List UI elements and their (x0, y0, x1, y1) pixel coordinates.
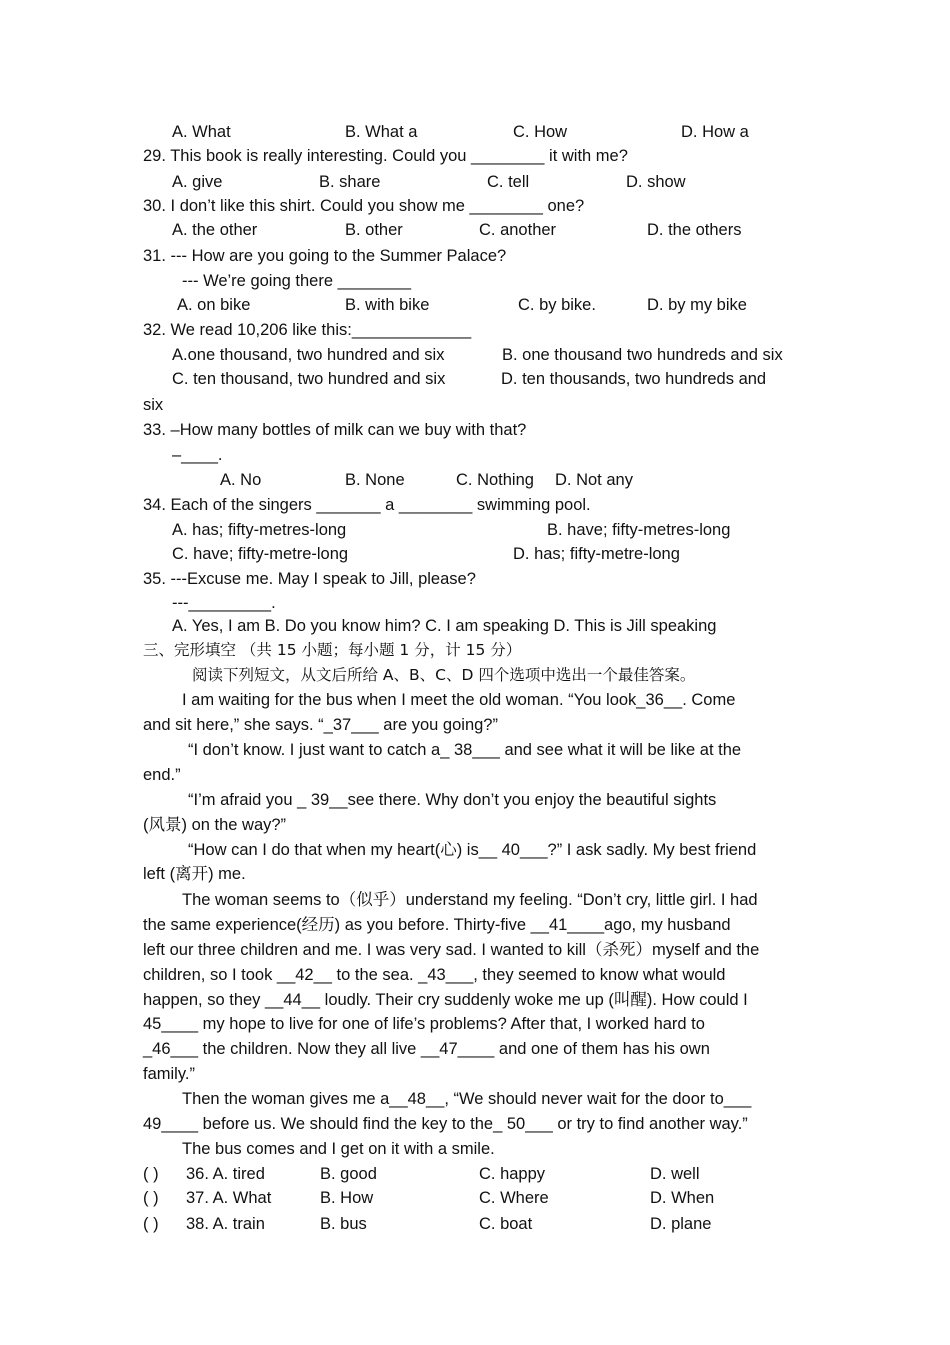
q33-option-c: C. Nothing (456, 471, 534, 489)
answer-paren: ( ) (143, 1215, 159, 1233)
q30-option-b: B. other (345, 221, 403, 239)
passage-line: “I don’t know. I just want to catch a_ 38___ and see what it will be like at the (188, 741, 742, 759)
answer-option-d: D. plane (650, 1215, 712, 1233)
q30-stem: 30. I don’t like this shirt. Could you show me ________ one? (143, 197, 585, 215)
answer-option-b: B. bus (320, 1215, 367, 1233)
passage-line: “I’m afraid you _ 39__see there. Why don’t you enjoy the beautiful sights (188, 791, 717, 809)
q30-option-c: C. another (479, 221, 557, 239)
passage-line: The bus comes and I get on it with a smile. (182, 1140, 495, 1158)
q31-option-b: B. with bike (345, 296, 430, 314)
q32-option-d-cont: six (143, 396, 164, 414)
q29-option-c: C. tell (487, 173, 530, 191)
q35-stem: 35. ---Excuse me. May I speak to Jill, please? (143, 570, 476, 588)
q34-option-a: A. has; fifty-metres-long (172, 521, 347, 539)
q33-response: –____. (172, 446, 223, 464)
passage-line: happen, so they __44__ loudly. Their cry suddenly woke me up (叫醒). How could I (143, 991, 748, 1009)
q33-option-a: A. No (220, 471, 262, 489)
answer-option-b: B. How (320, 1189, 374, 1207)
q34-option-d: D. has; fifty-metre-long (513, 545, 680, 563)
q28-option-b: B. What a (345, 123, 418, 141)
q34-stem: 34. Each of the singers _______ a ________ swimming pool. (143, 496, 591, 514)
q34-option-b: B. have; fifty-metres-long (547, 521, 731, 539)
passage-line: end.” (143, 766, 181, 784)
q32-option-c: C. ten thousand, two hundred and six (172, 370, 446, 388)
q30-option-d: D. the others (647, 221, 742, 239)
q31-option-a: A. on bike (177, 296, 251, 314)
q32-stem: 32. We read 10,206 like this:_____________ (143, 321, 472, 339)
q29-option-d: D. show (626, 173, 686, 191)
section-instruction: 阅读下列短文，从文后所给 A、B、C、D 四个选项中选出一个最佳答案。 (192, 666, 696, 684)
q35-response: ---_________. (172, 594, 276, 612)
answer-option-a: 36. A. tired (186, 1165, 265, 1183)
answer-paren: ( ) (143, 1189, 159, 1207)
q33-option-d: D. Not any (555, 471, 633, 489)
passage-line: children, so I took __42__ to the sea. _43___, they seemed to know what would (143, 966, 726, 984)
q29-stem: 29. This book is really interesting. Could you ________ it with me? (143, 147, 628, 165)
q33-stem: 33. –How many bottles of milk can we buy with that? (143, 421, 527, 439)
passage-line: I am waiting for the bus when I meet the old woman. “You look_36__. Come (182, 691, 736, 709)
answer-option-c: C. Where (479, 1189, 549, 1207)
answer-option-c: C. happy (479, 1165, 546, 1183)
answer-option-a: 38. A. train (186, 1215, 265, 1233)
q28-option-c: C. How (513, 123, 568, 141)
q33-option-b: B. None (345, 471, 405, 489)
q29-option-b: B. share (319, 173, 381, 191)
passage-line: _46___ the children. Now they all live __47____ and one of them has his own (143, 1040, 710, 1058)
q29-option-a: A. give (172, 173, 223, 191)
passage-line: left our three children and me. I was very sad. I wanted to kill（杀死）myself and the (143, 941, 760, 959)
q35-options: A. Yes, I am B. Do you know him? C. I am speaking D. This is Jill speaking (172, 617, 717, 635)
q30-option-a: A. the other (172, 221, 258, 239)
answer-option-b: B. good (320, 1165, 377, 1183)
answer-option-d: D. well (650, 1165, 700, 1183)
q31-response: --- We’re going there ________ (182, 272, 412, 290)
q28-option-a: A. What (172, 123, 231, 141)
q31-option-d: D. by my bike (647, 296, 747, 314)
passage-line: 49____ before us. We should find the key to the_ 50___ or try to find another way.” (143, 1115, 748, 1133)
answer-option-c: C. boat (479, 1215, 533, 1233)
passage-line: 45____ my hope to live for one of life’s problems? After that, I worked hard to (143, 1015, 705, 1033)
q32-option-a: A.one thousand, two hundred and six (172, 346, 445, 364)
passage-line: The woman seems to（似乎）understand my feeling. “Don’t cry, little girl. I had (182, 891, 758, 909)
passage-line: and sit here,” she says. “_37___ are you going?” (143, 716, 498, 734)
passage-line: family.” (143, 1065, 195, 1083)
passage-line: Then the woman gives me a__48__, “We should never wait for the door to___ (182, 1090, 752, 1108)
section-title: 三、完形填空 （共 15 小题；每小题 1 分，计 15 分） (143, 641, 522, 659)
answer-option-a: 37. A. What (186, 1189, 272, 1207)
q28-option-d: D. How a (681, 123, 749, 141)
passage-line: “How can I do that when my heart(心) is__ 40___?” I ask sadly. My best friend (188, 841, 757, 859)
passage-line: (风景) on the way?” (143, 816, 287, 834)
q34-option-c: C. have; fifty-metre-long (172, 545, 349, 563)
answer-option-d: D. When (650, 1189, 715, 1207)
q32-option-d: D. ten thousands, two hundreds and (501, 370, 767, 388)
q31-stem: 31. --- How are you going to the Summer Palace? (143, 247, 507, 265)
passage-line: left (离开) me. (143, 865, 246, 883)
passage-line: the same experience(经历) as you before. Thirty-five __41____ago, my husband (143, 916, 731, 934)
q31-option-c: C. by bike. (518, 296, 596, 314)
answer-paren: ( ) (143, 1165, 159, 1183)
q32-option-b: B. one thousand two hundreds and six (502, 346, 783, 364)
